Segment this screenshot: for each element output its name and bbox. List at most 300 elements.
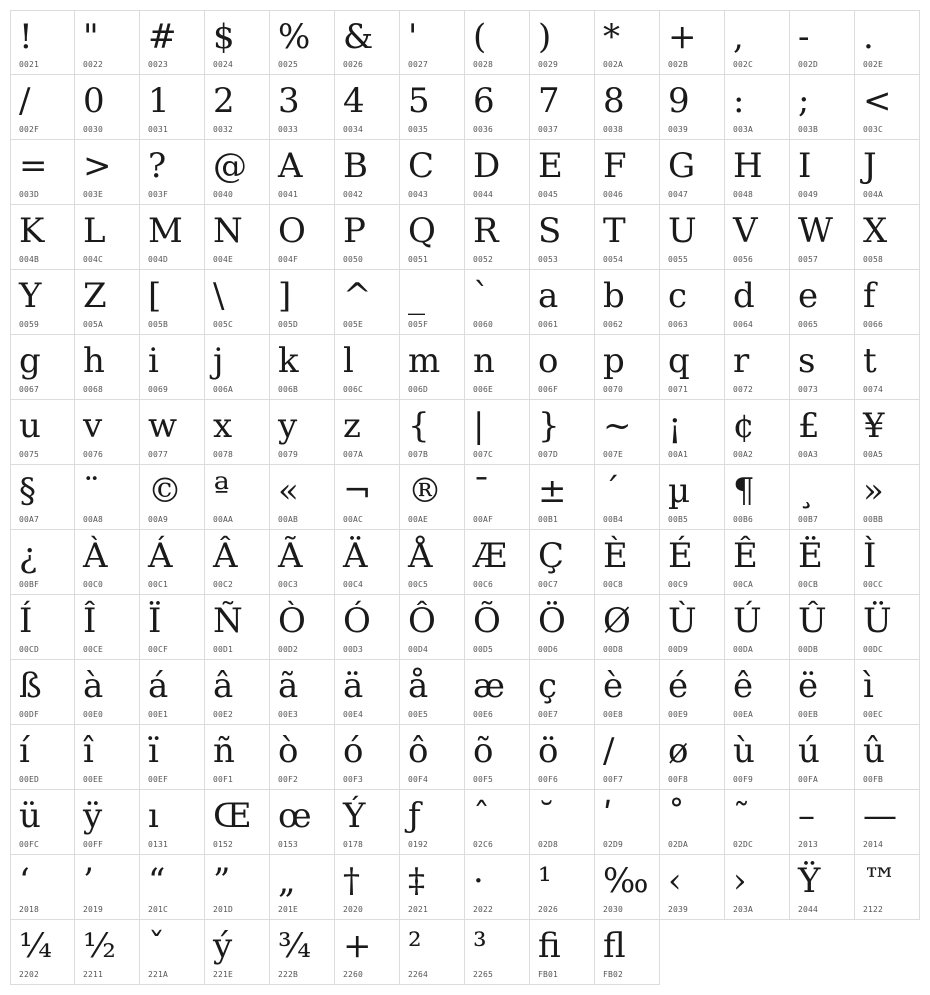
glyph-code: 02DA [668,840,689,849]
glyph-char: Â [213,536,238,576]
glyph-char: â [213,666,234,706]
glyph-char: K [19,211,45,251]
glyph-char: " [83,17,99,57]
glyph-char: i [148,341,159,381]
glyph-char: ( [473,17,487,57]
glyph-cell-005c [205,270,270,335]
glyph-code: 00A8 [83,515,104,524]
glyph-char: é [668,666,689,706]
glyph-code: 0047 [668,190,689,199]
glyph-cell-00f9 [725,725,790,790]
glyph-char: ò [278,731,299,771]
glyph-cell-003e [75,140,140,205]
glyph-char: Ô [408,601,436,641]
glyph-char: , [733,17,744,57]
glyph-char: ˘ [538,796,555,836]
glyph-code: 2264 [408,970,429,979]
glyph-code: 0048 [733,190,754,199]
glyph-code: 003D [19,190,40,199]
glyph-char: = [19,146,48,186]
glyph-cell-00c3 [270,530,335,595]
glyph-cell-00ac [335,465,400,530]
glyph-char: o [538,341,559,381]
glyph-code: 0067 [19,385,40,394]
glyph-cell-201d [205,855,270,920]
glyph-cell-221a [140,920,205,985]
glyph-cell-002e [855,10,920,75]
glyph-cell-007e [595,400,660,465]
glyph-cell-0037 [530,75,595,140]
glyph-cell-004d [140,205,205,270]
glyph-char: à [83,666,104,706]
glyph-char: < [863,81,892,121]
glyph-code: 2018 [19,905,40,914]
glyph-cell-00a1 [660,400,725,465]
glyph-code: 00A2 [733,450,754,459]
glyph-code: 00F1 [213,775,234,784]
glyph-cell-0070 [595,335,660,400]
glyph-cell-2260 [335,920,400,985]
glyph-code: 00C8 [603,580,624,589]
glyph-cell-0040 [205,140,270,205]
glyph-cell-0046 [595,140,660,205]
glyph-char: Œ [213,796,252,836]
glyph-cell-0052 [465,205,530,270]
glyph-cell-0021 [10,10,75,75]
glyph-code: 00DF [19,710,40,719]
glyph-grid [10,10,920,985]
glyph-code: 006E [473,385,494,394]
glyph-code: 00EB [798,710,819,719]
glyph-cell-00c2 [205,530,270,595]
glyph-code: 00E0 [83,710,104,719]
glyph-char: Û [798,601,827,641]
glyph-code: 2019 [83,905,104,914]
glyph-code: 222B [278,970,299,979]
glyph-char: ¢ [733,406,755,446]
glyph-char: ˇ [148,926,165,966]
glyph-cell-00e9 [660,660,725,725]
glyph-char: — [863,796,897,836]
glyph-char: 9 [668,81,690,121]
glyph-code: 2030 [603,905,624,914]
glyph-code: 007B [408,450,429,459]
glyph-code: 00F3 [343,775,364,784]
glyph-cell-007a [335,400,400,465]
glyph-code: 00AA [213,515,234,524]
glyph-code: 005C [213,320,234,329]
glyph-code: 00FF [83,840,104,849]
glyph-code: 00E6 [473,710,494,719]
glyph-cell-02d8 [530,790,595,855]
glyph-cell-00a3 [790,400,855,465]
glyph-char: $ [213,17,235,57]
glyph-cell-00c8 [595,530,660,595]
glyph-char: å [408,666,429,706]
glyph-cell-0048 [725,140,790,205]
glyph-char: ì [863,666,874,706]
glyph-cell-00e3 [270,660,335,725]
glyph-char: / [603,731,615,771]
glyph-char: k [278,341,299,381]
glyph-cell-00d8 [595,595,660,660]
glyph-code: 002B [668,60,689,69]
glyph-char: ÿ [83,796,103,836]
glyph-code: 00AF [473,515,494,524]
glyph-char: Ò [278,601,306,641]
glyph-char: ø [668,731,689,771]
glyph-cell-0153 [270,790,335,855]
glyph-char: - [798,17,810,57]
glyph-code: 2021 [408,905,429,914]
glyph-cell-fb02 [595,920,660,985]
glyph-cell-201c [140,855,205,920]
glyph-char: ? [148,146,167,186]
glyph-cell-00a7 [10,465,75,530]
glyph-cell-00bf [10,530,75,595]
glyph-char: ë [798,666,819,706]
glyph-cell-0068 [75,335,140,400]
glyph-char: > [83,146,112,186]
glyph-cell-007c [465,400,530,465]
glyph-char: ² [408,926,422,966]
glyph-cell-00df [10,660,75,725]
glyph-code: 201C [148,905,169,914]
glyph-char: È [603,536,628,576]
glyph-code: 0044 [473,190,494,199]
glyph-code: 00EF [148,775,169,784]
glyph-cell-02dc [725,790,790,855]
glyph-char: ! [19,17,33,57]
glyph-cell-2021 [400,855,465,920]
glyph-code: 2044 [798,905,819,914]
glyph-char: Q [408,211,436,251]
glyph-code: 02DC [733,840,754,849]
glyph-code: 00C3 [278,580,299,589]
glyph-code: 02D9 [603,840,624,849]
glyph-cell-2044 [790,855,855,920]
glyph-cell-00b5 [660,465,725,530]
glyph-code: 0065 [798,320,819,329]
glyph-cell-005e [335,270,400,335]
glyph-cell-003d [10,140,75,205]
glyph-code: 006F [538,385,559,394]
glyph-cell-2122 [855,855,920,920]
glyph-char: / [19,81,31,121]
glyph-char: ‡ [408,861,425,901]
glyph-char: Ë [798,536,823,576]
glyph-char: ½ [83,926,116,966]
glyph-char: O [278,211,306,251]
glyph-cell-0131 [140,790,205,855]
glyph-cell-2202 [10,920,75,985]
glyph-cell-0038 [595,75,660,140]
glyph-char: õ [473,731,494,771]
glyph-char: q [668,341,690,381]
glyph-cell-00cf [140,595,205,660]
glyph-code: 007A [343,450,364,459]
glyph-cell-00ee [75,725,140,790]
glyph-char: Ø [603,601,631,641]
glyph-char: Ã [278,536,303,576]
glyph-cell-007b [400,400,465,465]
glyph-cell-00c7 [530,530,595,595]
glyph-cell-0045 [530,140,595,205]
glyph-code: 2013 [798,840,819,849]
glyph-char: Ÿ [798,861,821,901]
glyph-code: 00CF [148,645,169,654]
glyph-code: 00CD [19,645,40,654]
glyph-cell-006b [270,335,335,400]
glyph-cell-00f4 [400,725,465,790]
glyph-char: « [278,471,299,511]
glyph-code: 005B [148,320,169,329]
glyph-code: 0054 [603,255,624,264]
glyph-cell-002a [595,10,660,75]
glyph-code: 0028 [473,60,494,69]
glyph-cell-00e1 [140,660,205,725]
glyph-char: j [213,341,224,381]
glyph-cell-00d4 [400,595,465,660]
glyph-cell-00a2 [725,400,790,465]
glyph-cell-0034 [335,75,400,140]
glyph-code: 00ED [19,775,40,784]
glyph-cell-0065 [790,270,855,335]
glyph-char: 6 [473,81,495,121]
glyph-char: Î [83,601,97,641]
glyph-cell-0061 [530,270,595,335]
glyph-char: ‰ [603,861,649,901]
glyph-code: 0034 [343,125,364,134]
glyph-char: G [668,146,696,186]
glyph-char: ¨ [83,471,100,511]
glyph-cell-00c4 [335,530,400,595]
glyph-char: v [83,406,103,446]
glyph-char: ¯ [473,471,490,511]
glyph-char: y [278,406,298,446]
glyph-char: p [603,341,625,381]
glyph-cell-2211 [75,920,140,985]
glyph-cell-00fa [790,725,855,790]
glyph-char: U [668,211,697,251]
glyph-code: 00CC [863,580,884,589]
glyph-cell-00e8 [595,660,660,725]
glyph-code: 00A3 [798,450,819,459]
glyph-code: 004E [213,255,234,264]
glyph-char: + [668,17,697,57]
glyph-cell-0035 [400,75,465,140]
glyph-code: 00CA [733,580,754,589]
glyph-char: ¼ [19,926,52,966]
glyph-cell-0056 [725,205,790,270]
glyph-char: ™ [863,861,897,901]
glyph-cell-0028 [465,10,530,75]
glyph-code: 00AE [408,515,429,524]
glyph-char: ¬ [343,471,372,511]
glyph-code: 00AB [278,515,299,524]
glyph-cell-00fb [855,725,920,790]
glyph-char: ß [19,666,42,706]
glyph-char: † [343,861,360,901]
glyph-char: Ó [343,601,371,641]
glyph-cell-003c [855,75,920,140]
glyph-char: V [733,211,758,251]
glyph-cell-0044 [465,140,530,205]
glyph-code: 0055 [668,255,689,264]
glyph-cell-00d3 [335,595,400,660]
glyph-char: I [798,146,812,186]
glyph-char: ; [798,81,810,121]
glyph-cell-006a [205,335,270,400]
glyph-char: L [83,211,106,251]
glyph-cell-0055 [660,205,725,270]
glyph-cell-002c [725,10,790,75]
glyph-code: 0024 [213,60,234,69]
glyph-char: T [603,211,626,251]
glyph-char: Z [83,276,107,316]
glyph-cell-2020 [335,855,400,920]
glyph-code: 00E1 [148,710,169,719]
glyph-code: 00BF [19,580,40,589]
glyph-cell-2014 [855,790,920,855]
glyph-char: C [408,146,435,186]
glyph-char: H [733,146,763,186]
glyph-cell-0051 [400,205,465,270]
glyph-cell-2018 [10,855,75,920]
glyph-char: ˆ [473,796,490,836]
glyph-char: e [798,276,819,316]
glyph-char: ¡ [668,406,682,446]
glyph-code: 00C5 [408,580,429,589]
glyph-char: ʹ [603,796,613,836]
glyph-cell-0022 [75,10,140,75]
glyph-char: Ï [148,601,162,641]
glyph-code: 003F [148,190,169,199]
glyph-char: · [473,861,484,901]
glyph-code: 005D [278,320,299,329]
glyph-code: 007C [473,450,494,459]
glyph-code: 00F5 [473,775,494,784]
glyph-code: 00E7 [538,710,559,719]
glyph-code: 003A [733,125,754,134]
glyph-char: } [538,406,560,446]
glyph-cell-0057 [790,205,855,270]
glyph-cell-0078 [205,400,270,465]
glyph-cell-0024 [205,10,270,75]
glyph-char: M [148,211,183,251]
glyph-char: ﬂ [603,926,626,966]
glyph-code: 00D9 [668,645,689,654]
glyph-char: D [473,146,501,186]
glyph-code: 002C [733,60,754,69]
glyph-char: 0 [83,81,105,121]
glyph-char: ã [278,666,299,706]
glyph-cell-00f6 [530,725,595,790]
glyph-cell-00d1 [205,595,270,660]
glyph-char: h [83,341,105,381]
glyph-code: 201E [278,905,299,914]
glyph-cell-004c [75,205,140,270]
glyph-code: 006A [213,385,234,394]
glyph-char: [ [148,276,162,316]
glyph-cell-0079 [270,400,335,465]
glyph-cell-0041 [270,140,335,205]
glyph-cell-2013 [790,790,855,855]
glyph-char: n [473,341,495,381]
glyph-code: 0078 [213,450,234,459]
glyph-code: 003B [798,125,819,134]
glyph-code: 007D [538,450,559,459]
glyph-cell-0058 [855,205,920,270]
glyph-cell-00ea [725,660,790,725]
glyph-code: 0042 [343,190,364,199]
glyph-cell-0026 [335,10,400,75]
glyph-code: 0025 [278,60,299,69]
glyph-cell-0039 [660,75,725,140]
glyph-code: 00F7 [603,775,624,784]
glyph-cell-003a [725,75,790,140]
glyph-cell-02c6 [465,790,530,855]
glyph-cell-00aa [205,465,270,530]
glyph-cell-0023 [140,10,205,75]
glyph-cell-00e0 [75,660,140,725]
glyph-code: 00C2 [213,580,234,589]
glyph-code: 0178 [343,840,364,849]
glyph-char: ¥ [863,406,885,446]
glyph-cell-0152 [205,790,270,855]
glyph-char: t [863,341,877,381]
glyph-code: 00CB [798,580,819,589]
glyph-char: x [213,406,233,446]
glyph-cell-00b1 [530,465,595,530]
glyph-cell-0029 [530,10,595,75]
glyph-char: m [408,341,441,381]
glyph-code: 004B [19,255,40,264]
glyph-char: A [278,146,303,186]
glyph-code: 0153 [278,840,299,849]
glyph-char: ý [213,926,233,966]
glyph-code: 0023 [148,60,169,69]
glyph-char: ï [148,731,159,771]
glyph-cell-00b7 [790,465,855,530]
glyph-cell-00d6 [530,595,595,660]
glyph-cell-2019 [75,855,140,920]
glyph-code: FB02 [603,970,624,979]
glyph-cell-00ec [855,660,920,725]
glyph-cell-00c9 [660,530,725,595]
glyph-code: 221A [148,970,169,979]
glyph-code: 0040 [213,190,234,199]
glyph-code: 00FA [798,775,819,784]
glyph-cell-00ed [10,725,75,790]
glyph-code: 0050 [343,255,364,264]
glyph-cell-00d9 [660,595,725,660]
glyph-char: ö [538,731,559,771]
glyph-code: 0073 [798,385,819,394]
glyph-char: % [278,17,311,57]
glyph-code: 0026 [343,60,364,69]
glyph-code: 0021 [19,60,40,69]
glyph-cell-0025 [270,10,335,75]
glyph-char: ¶ [733,471,755,511]
glyph-code: 00D8 [603,645,624,654]
glyph-code: 0063 [668,320,689,329]
glyph-code: 0072 [733,385,754,394]
glyph-cell-0069 [140,335,205,400]
glyph-code: 00DA [733,645,754,654]
glyph-char: û [863,731,885,771]
glyph-char: ˚ [668,796,685,836]
